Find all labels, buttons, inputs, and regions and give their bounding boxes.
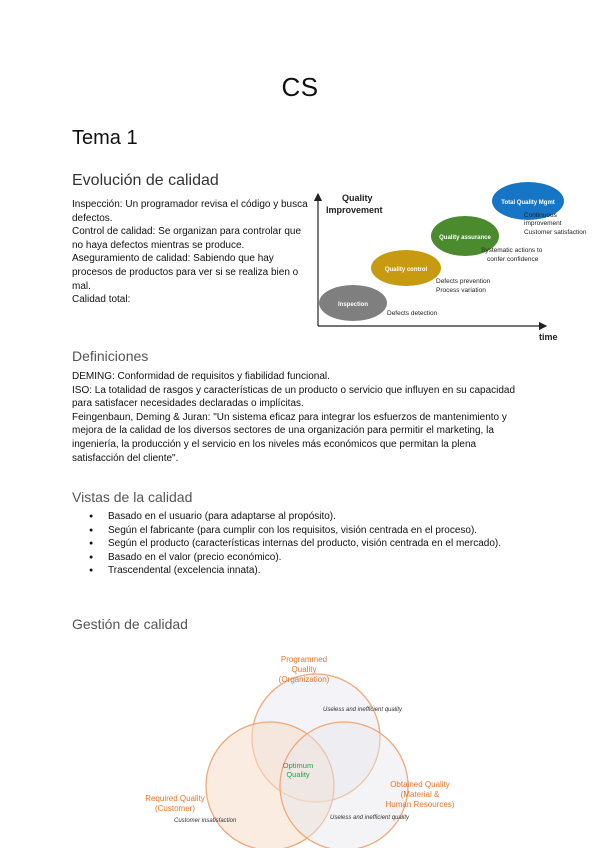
evolucion-heading: Evolución de calidad (72, 172, 219, 189)
gestion-heading: Gestión de calidad (72, 616, 188, 632)
evolucion-line: Aseguramiento de calidad: Sabiendo que hay procesos de productos para ver si se realiza bien o mal. (72, 253, 299, 292)
stage-note: confer confidence (487, 256, 539, 263)
list-item: ● Según el fabricante (para cumplir con los requisitos, visión centrada en el proceso). (72, 524, 532, 538)
stage-note: Defects prevention (436, 278, 491, 285)
venn-note: Useless and inefficient quality (323, 707, 403, 713)
quality-venn-diagram (130, 648, 480, 848)
vistas-list (72, 510, 532, 578)
stage-note: improvement (524, 220, 562, 227)
stage-note: Customer satisfaction (524, 229, 587, 236)
venn-note: Customer insatisfaction (174, 818, 237, 824)
definicion-line: Feingenbaun, Deming & Juran: "Un sistema eficaz para integrar los esfuerzos de mantenimiento y mejora de la calidad de los diversos sectores de una organización para permitir el marketing, la ingeniería, la producción y el servicio en los niveles más económicos que permitan la plena satisfacción del cliente". (72, 411, 507, 464)
definiciones-text (72, 370, 522, 465)
venn-label: (Customer) (154, 804, 196, 813)
evolucion-text (72, 198, 308, 307)
venn-label: (Material & (400, 790, 440, 799)
document-title: CS (281, 72, 319, 102)
venn-label-required (145, 794, 205, 813)
venn-label: Programmed (280, 655, 328, 664)
venn-label-programmed (279, 655, 330, 684)
list-item: ● Basado en el usuario (para adaptarse al propósito). (72, 510, 532, 524)
stage-label: Quality control (384, 267, 428, 273)
venn-label: Quality (291, 665, 317, 674)
list-item: ● Trascendental (excelencia innata). (72, 564, 532, 578)
stage-note: Defects detection (387, 310, 438, 317)
venn-label: Obtained Quality (390, 780, 450, 789)
venn-circle-obtained (280, 722, 408, 848)
venn-label: Required Quality (145, 794, 205, 803)
venn-label: (Organization) (278, 675, 330, 684)
definicion-line: ISO: La totalidad de rasgos y características de un producto o servicio que influyen en su capacidad para satisfacer necesidades declaradas o implícitas. (72, 384, 516, 410)
evolucion-line: Control de calidad: Se organizan para controlar que no haya defectos mientras se produce. (72, 226, 302, 251)
list-item: ● Basado en el valor (precio económico). (72, 551, 532, 565)
definicion-line: DEMING: Conformidad de requisitos y fiabilidad funcional. (72, 371, 330, 382)
stage-note: Systematic actions to (481, 247, 543, 254)
stage-label: Quality assurance (439, 235, 491, 241)
stage-label: Total Quality Mgmt (501, 200, 555, 206)
venn-note: Useless and inefficient quality (330, 815, 410, 821)
stage-note: Process variation (436, 287, 486, 294)
vistas-heading: Vistas de la calidad (72, 489, 193, 505)
venn-label: Optimum (282, 761, 314, 770)
tema-heading: Tema 1 (72, 127, 138, 149)
venn-label: Quality (286, 770, 310, 779)
y-axis-label: Quality (342, 193, 373, 203)
venn-label-optimum (283, 761, 313, 779)
evolucion-line: Calidad total: (72, 294, 131, 306)
evolucion-line: Inspección: Un programador revisa el código y busca defectos. (72, 199, 308, 224)
stage-label: Inspection (337, 302, 369, 308)
y-axis-label: Improvement (326, 205, 383, 215)
x-axis-label: time (539, 332, 558, 342)
list-item: ● Según el producto (características internas del producto, visión centrada en el mercado). (72, 537, 532, 551)
venn-label: Human Resources) (385, 800, 455, 809)
definiciones-heading: Definiciones (72, 348, 149, 364)
quality-evolution-diagram (310, 180, 600, 345)
stage-note: Continuous (524, 212, 557, 219)
